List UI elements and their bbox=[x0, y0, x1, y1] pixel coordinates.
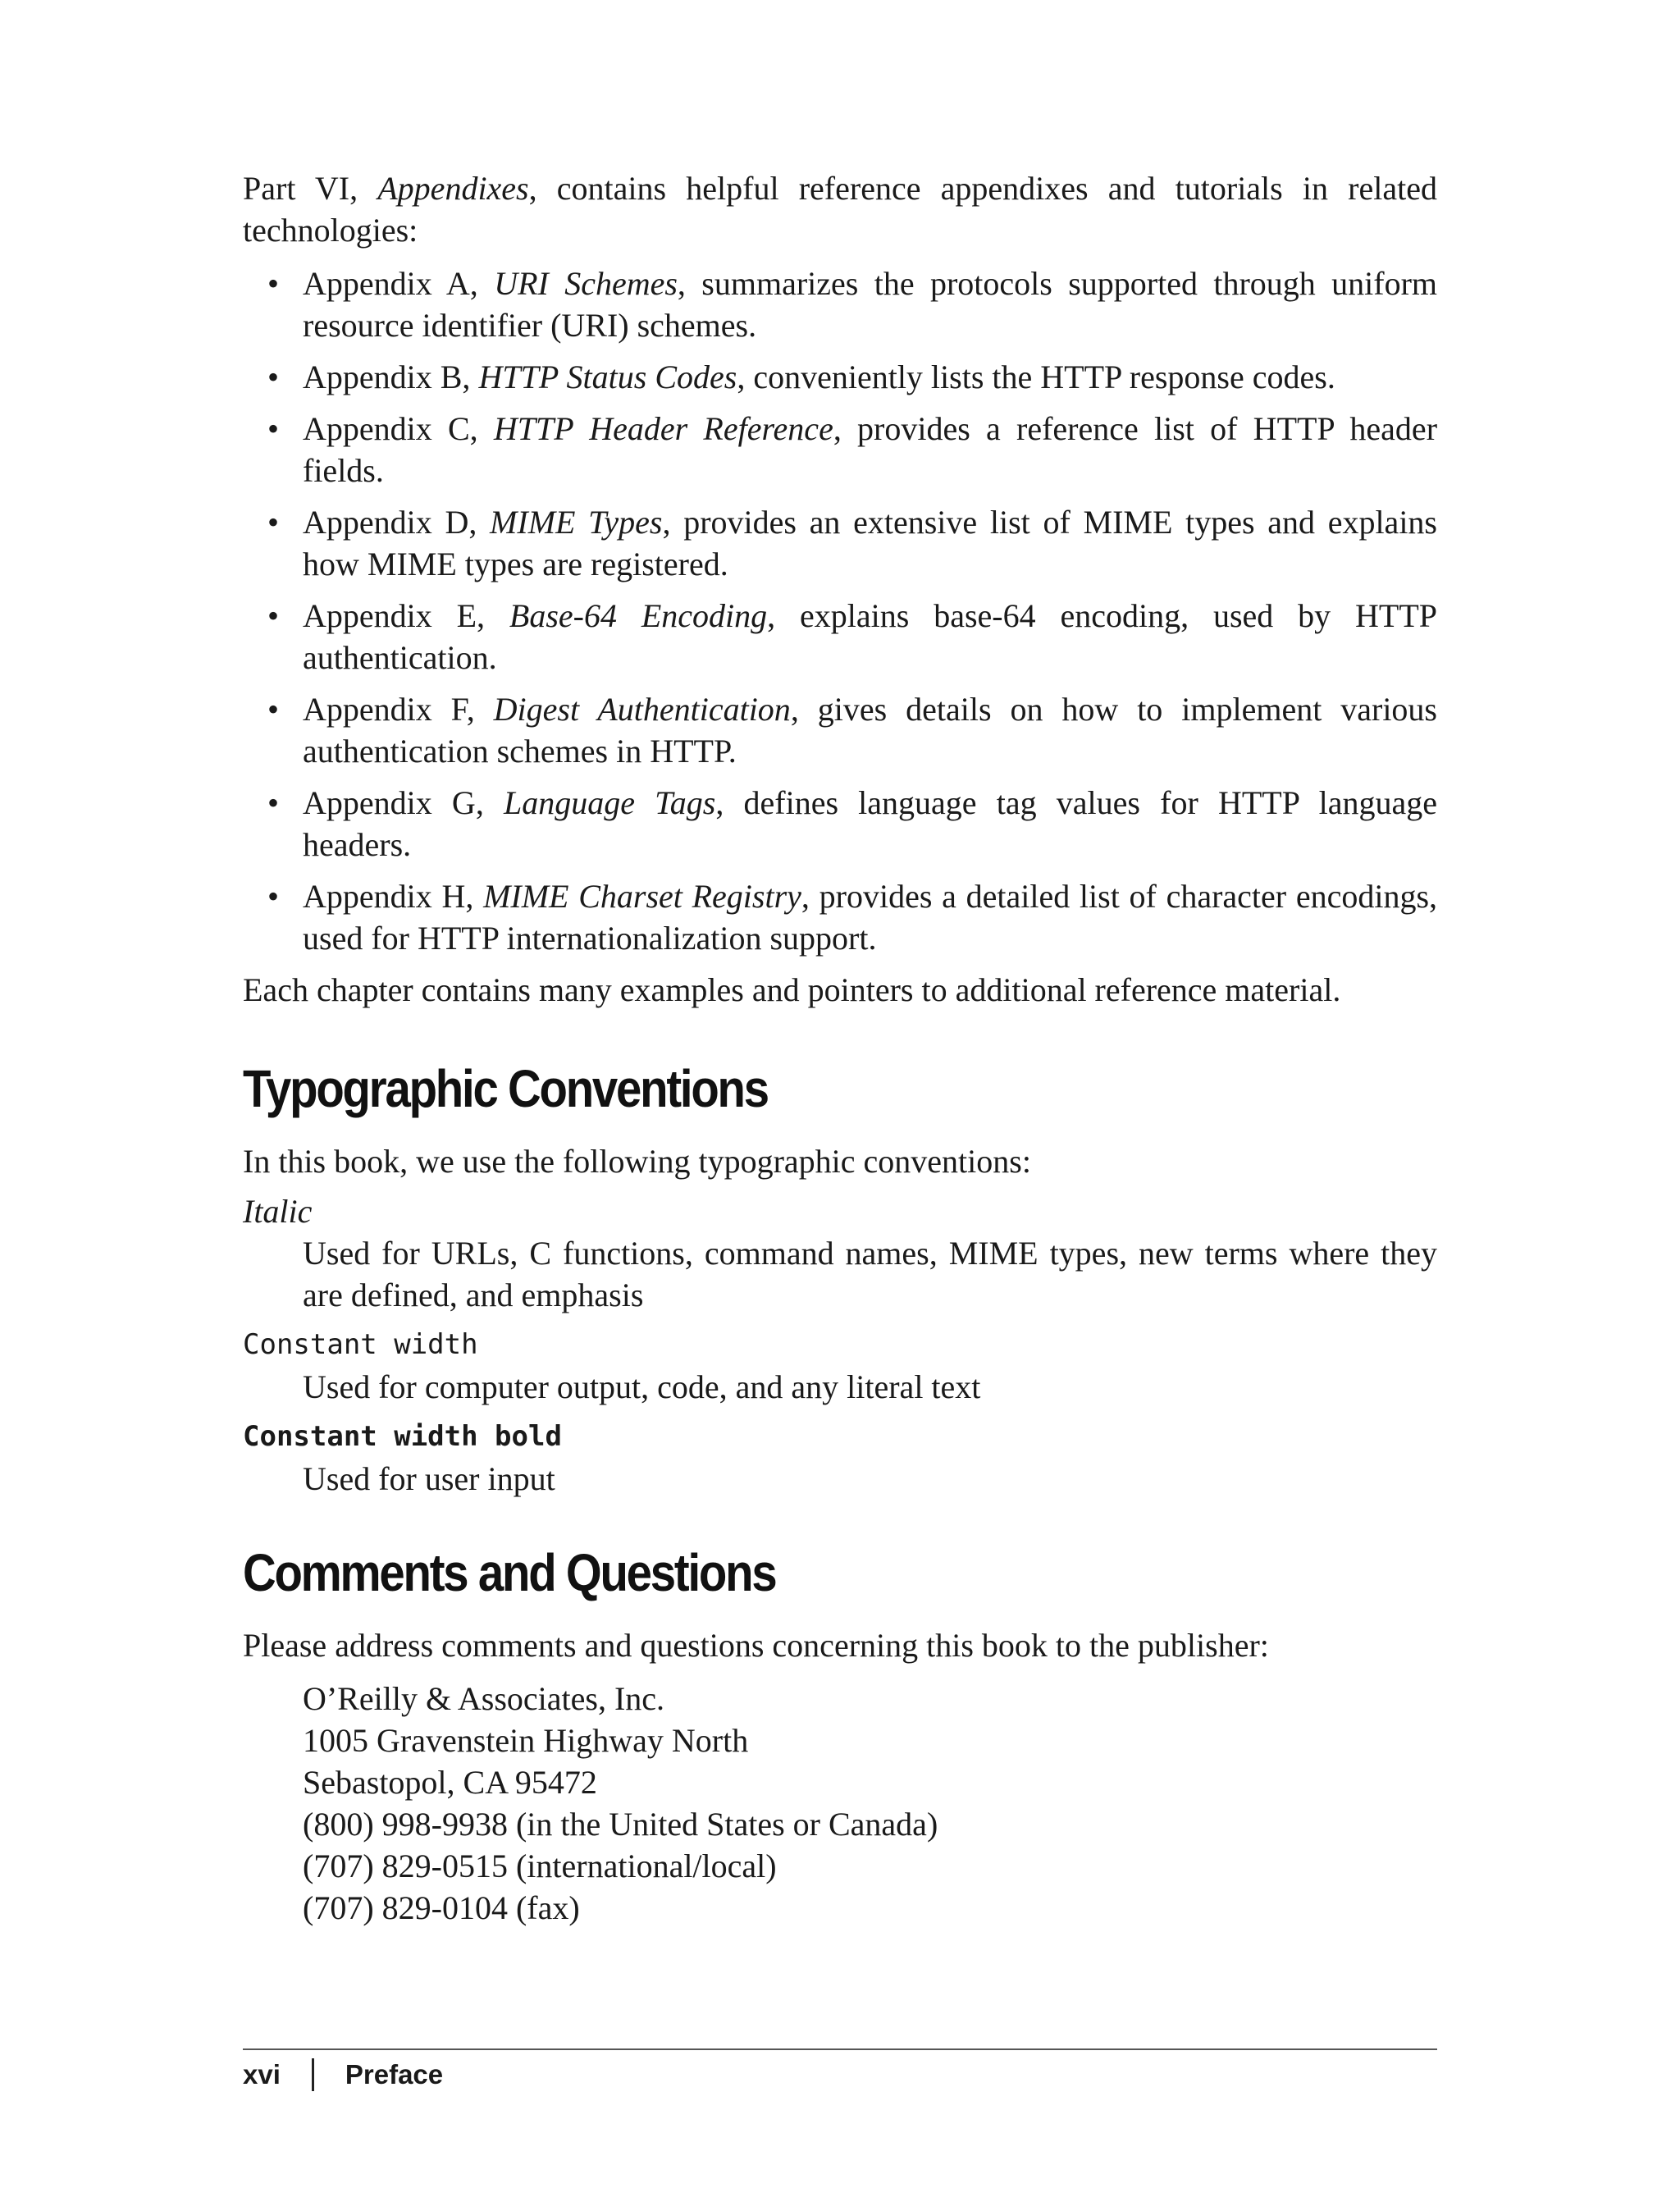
appendix-title: Digest Authentication bbox=[493, 691, 791, 728]
appendix-prefix: Appendix A, bbox=[303, 265, 495, 302]
italic-term: Italic bbox=[243, 1193, 313, 1230]
bullet-icon: • bbox=[267, 597, 280, 634]
appendix-description: , gives details on how to implement various authentication schemes in HTTP. bbox=[303, 691, 1437, 770]
appendix-description: , defines language tag values for HTTP language headers. bbox=[303, 784, 1438, 863]
appendix-description: , explains base-64 encoding, used by HTTP authentication. bbox=[303, 597, 1438, 676]
address-line: O’Reilly & Associates, Inc. bbox=[303, 1680, 665, 1717]
part-intro-paragraph bbox=[243, 167, 1437, 251]
page-footer bbox=[243, 2048, 1437, 2090]
appendix-prefix: Appendix G, bbox=[303, 784, 504, 821]
list-item bbox=[243, 595, 1437, 678]
appendix-description: , provides a detailed list of character encodings, used for HTTP internationalization support. bbox=[303, 878, 1438, 957]
closing-paragraph: Each chapter contains many examples and pointers to additional reference material. bbox=[243, 971, 1341, 1008]
publisher-address bbox=[243, 1678, 1437, 1929]
appendix-prefix: Appendix F, bbox=[303, 691, 494, 728]
typographic-conventions-heading: Typographic Conventions bbox=[243, 1059, 768, 1118]
appendix-prefix: Appendix D, bbox=[303, 504, 491, 541]
appendix-title: HTTP Header Reference bbox=[493, 410, 833, 447]
appendix-prefix: Appendix E, bbox=[303, 597, 509, 634]
part-label: Part VI, bbox=[243, 170, 378, 207]
bullet-icon: • bbox=[267, 410, 280, 447]
list-item bbox=[243, 408, 1437, 491]
part-title: Appendixes bbox=[377, 170, 529, 207]
appendix-description: , provides an extensive list of MIME types and explains how MIME types are registered. bbox=[303, 504, 1437, 582]
footer-label bbox=[243, 2057, 443, 2093]
list-item bbox=[243, 263, 1437, 346]
appendix-prefix: Appendix B, bbox=[303, 359, 479, 395]
appendix-description: , provides a reference list of HTTP header fields. bbox=[303, 410, 1438, 489]
appendix-list bbox=[243, 263, 1437, 959]
phone-line: (800) 998-9938 (in the United States or Canada) bbox=[303, 1806, 938, 1843]
footer-divider bbox=[312, 2058, 314, 2091]
bullet-icon: • bbox=[267, 265, 280, 302]
page-number: xvi bbox=[243, 2059, 281, 2090]
page-content bbox=[243, 167, 1437, 1929]
appendix-title: HTTP Status Codes bbox=[478, 359, 737, 395]
appendix-title: Base-64 Encoding bbox=[509, 597, 768, 634]
appendix-prefix: Appendix C, bbox=[303, 410, 494, 447]
appendix-description: , summarizes the protocols supported through uniform resource identifier (URI) schemes. bbox=[303, 265, 1438, 344]
constant-width-term: Constant width bbox=[243, 1328, 478, 1361]
list-item bbox=[243, 875, 1437, 959]
appendix-prefix: Appendix H, bbox=[303, 878, 484, 915]
list-item bbox=[243, 356, 1437, 398]
appendix-title: MIME Charset Registry bbox=[483, 878, 801, 915]
typographic-intro: In this book, we use the following typographic conventions: bbox=[243, 1143, 1031, 1180]
fax-line: (707) 829-0104 (fax) bbox=[303, 1889, 580, 1926]
comments-questions-heading: Comments and Questions bbox=[243, 1543, 776, 1602]
bullet-icon: • bbox=[267, 359, 280, 395]
constant-width-bold-definition: Used for user input bbox=[303, 1460, 555, 1497]
bullet-icon: • bbox=[267, 504, 280, 541]
appendix-description: , conveniently lists the HTTP response codes. bbox=[737, 359, 1335, 395]
address-line: Sebastopol, CA 95472 bbox=[303, 1764, 597, 1801]
bullet-icon: • bbox=[267, 691, 280, 728]
list-item bbox=[243, 501, 1437, 585]
conventions-list bbox=[243, 1190, 1437, 1500]
address-line: 1005 Gravenstein Highway North bbox=[303, 1722, 749, 1759]
appendix-title: Language Tags bbox=[504, 784, 716, 821]
section-name: Preface bbox=[345, 2059, 444, 2090]
list-item bbox=[243, 782, 1437, 866]
italic-definition: Used for URLs, C functions, command names, MIME types, new terms where they are defined, and emphasis bbox=[303, 1235, 1437, 1313]
phone-line: (707) 829-0515 (international/local) bbox=[303, 1847, 777, 1884]
constant-width-bold-term: Constant width bold bbox=[243, 1420, 562, 1453]
constant-width-definition: Used for computer output, code, and any literal text bbox=[303, 1368, 981, 1405]
bullet-icon: • bbox=[267, 878, 280, 915]
appendix-title: URI Schemes bbox=[494, 265, 678, 302]
list-item bbox=[243, 688, 1437, 772]
bullet-icon: • bbox=[267, 784, 280, 821]
part-description: , contains helpful reference appendixes and tutorials in related technologies: bbox=[243, 170, 1437, 249]
comments-intro: Please address comments and questions concerning this book to the publisher: bbox=[243, 1627, 1269, 1664]
appendix-title: MIME Types bbox=[490, 504, 663, 541]
